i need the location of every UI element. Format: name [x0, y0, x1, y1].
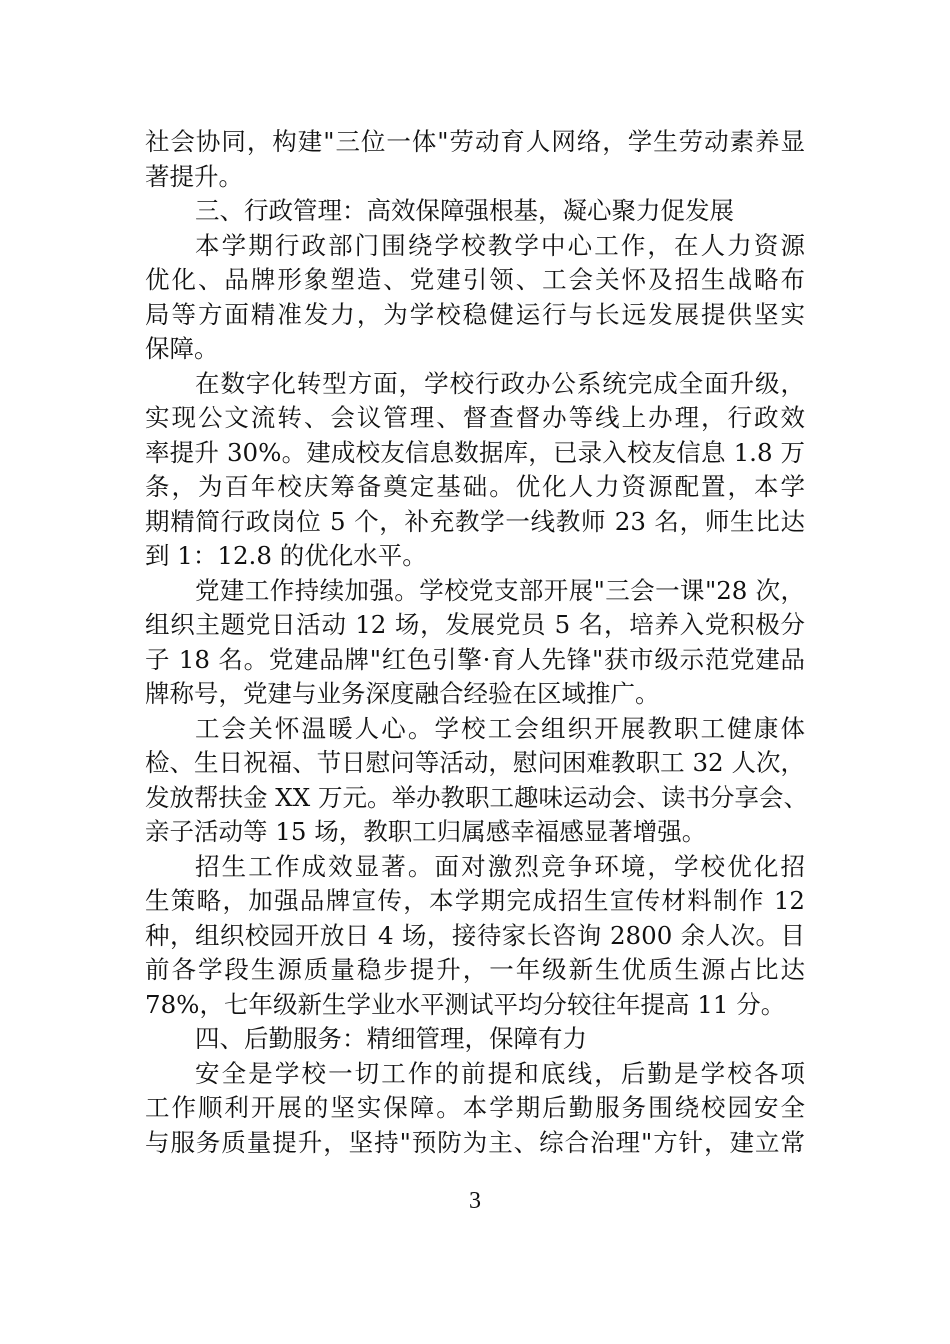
text-line: 前各学段生源质量稳步提升，一年级新生优质生源占比达 [145, 955, 805, 984]
text-line: 子 18 名。党建品牌"红色引擎·育人先锋"获市级示范党建品 [145, 644, 805, 674]
text-line: 保障。 [145, 334, 219, 363]
text-line: 党建工作持续加强。学校党支部开展"三会一课"28 次， [195, 575, 805, 605]
text-line: 在数字化转型方面，学校行政办公系统完成全面升级， [195, 368, 805, 398]
text-line: 招生工作成效显著。面对激烈竞争环境，学校优化招 [195, 851, 805, 881]
text-line: 检、生日祝福、节日慰问等活动，慰问困难教职工 32 人次， [145, 748, 805, 777]
text-line: 著提升。 [145, 161, 243, 191]
text-line: 工作顺利开展的坚实保障。本学期后勤服务围绕校园安全 [145, 1093, 805, 1122]
section-heading: 三、行政管理：高效保障强根基，凝心聚力促发展 [195, 196, 734, 225]
text-line: 工会关怀温暖人心。学校工会组织开展教职工健康体 [195, 713, 805, 743]
text-line: 实现公文流转、会议管理、督查督办等线上办理，行政效 [145, 403, 805, 432]
text-line: 安全是学校一切工作的前提和底线，后勤是学校各项 [195, 1058, 805, 1088]
section-heading: 四、后勤服务：精细管理，保障有力 [195, 1024, 587, 1053]
text-line: 局等方面精准发力，为学校稳健运行与长远发展提供坚实 [145, 299, 805, 329]
text-line: 组织主题党日活动 12 场，发展党员 5 名，培养入党积极分 [145, 610, 805, 639]
text-line: 牌称号，党建与业务深度融合经验在区域推广。 [145, 679, 660, 708]
text-line: 本学期行政部门围绕学校教学中心工作，在人力资源 [195, 230, 805, 260]
text-line: 优化、品牌形象塑造、党建引领、工会关怀及招生战略布 [145, 265, 805, 294]
text-line: 社会协同，构建"三位一体"劳动育人网络，学生劳动素养显 [145, 127, 805, 156]
text-line: 生策略，加强品牌宣传，本学期完成招生宣传材料制作 12 [145, 886, 805, 915]
text-line: 条，为百年校庆筹备奠定基础。优化人力资源配置，本学 [145, 472, 805, 501]
text-line: 亲子活动等 15 场，教职工归属感幸福感显著增强。 [145, 817, 707, 846]
text-line: 78%，七年级新生学业水平测试平均分较往年提高 11 分。 [145, 989, 786, 1019]
text-line: 期精简行政岗位 5 个，补充教学一线教师 23 名，师生比达 [145, 506, 805, 536]
text-line: 与服务质量提升，坚持"预防为主、综合治理"方针，建立常 [145, 1127, 805, 1157]
text-line: 率提升 30%。建成校友信息数据库，已录入校友信息 1.8 万 [145, 437, 805, 467]
text-line: 发放帮扶金 XX 万元。举办教职工趣味运动会、读书分享会、 [145, 782, 808, 812]
text-line: 到 1：12.8 的优化水平。 [145, 541, 427, 570]
document-body [145, 125, 808, 1160]
page-number: 3 [469, 1188, 481, 1214]
text-line: 种，组织校园开放日 4 场，接待家长咨询 2800 余人次。目 [145, 920, 805, 950]
